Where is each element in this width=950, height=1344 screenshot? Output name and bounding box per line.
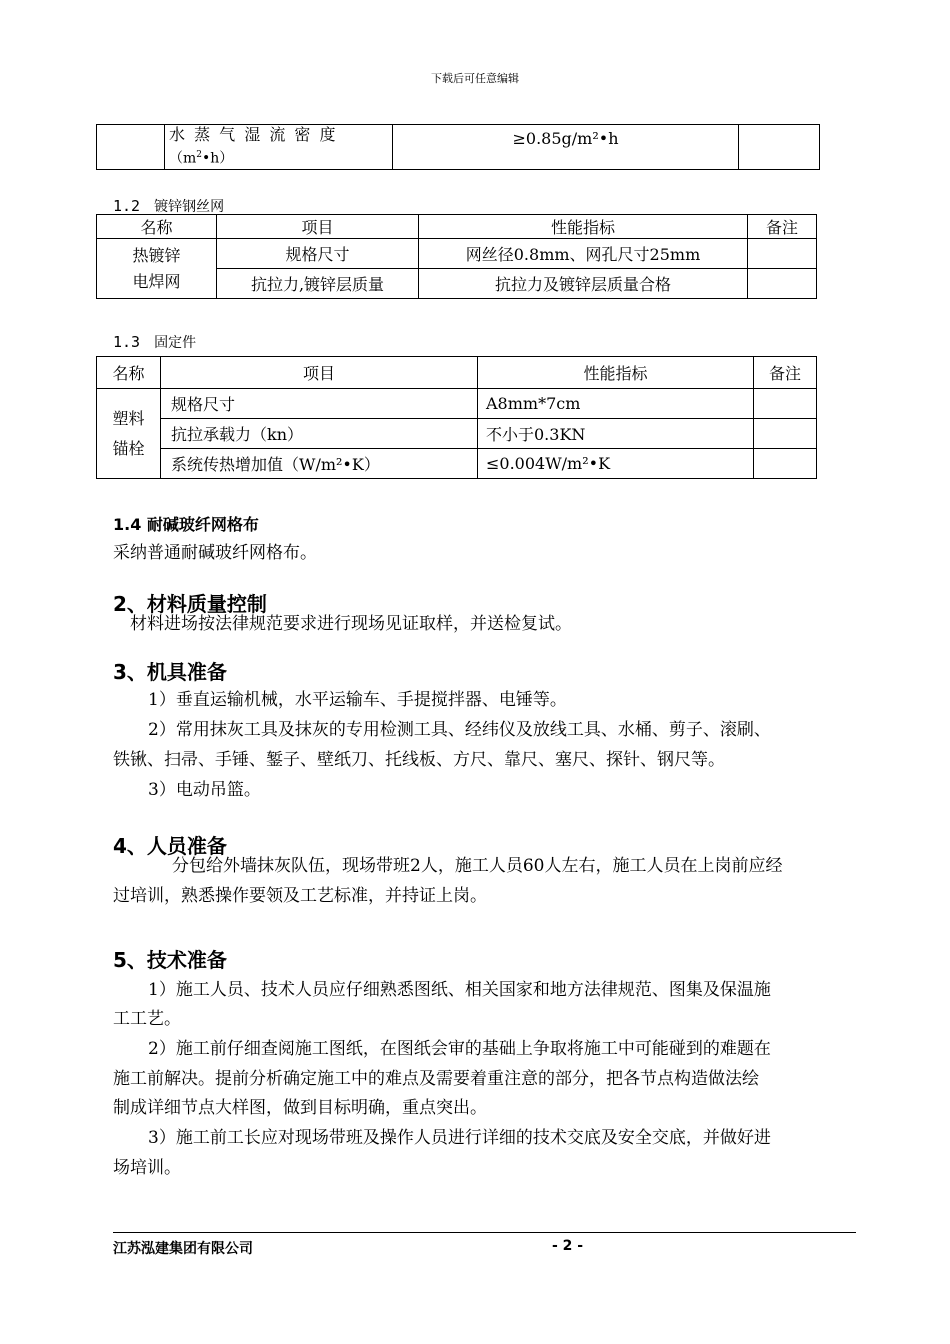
row-item: 抗拉承载力（kn） [161,419,478,449]
name-cell [97,239,217,299]
section-5-p3b: 场培训。 [113,1158,181,1178]
section-1-2-heading [113,196,224,216]
section-2-heading: 2、材料质量控制 [113,592,267,616]
anchor-table [96,356,817,479]
row-note [754,419,817,449]
section-1-4-text: 采纳普通耐碱玻纤网格布。 [113,543,317,563]
table-cell-item [165,125,393,170]
name-line2: 电焊网 [132,271,181,291]
section-3-p3: 3）电动吊篮。 [148,780,261,800]
name-cell [97,389,161,479]
section-1-3-heading [113,332,196,352]
header-name: 名称 [97,357,161,389]
header-item: 项目 [217,215,419,239]
row-value: ≤0.004W/m²•K [478,449,754,479]
row-item: 抗拉力,镀锌层质量 [217,269,419,299]
name-line1: 塑料 [112,408,145,428]
item-line2-pre: （m [169,150,197,167]
section-4-heading: 4、人员准备 [113,834,227,858]
section-number: 1.3 [113,333,141,351]
name-line1: 热镀锌 [132,245,181,265]
item-line2-sup: 2 [196,150,203,160]
section-title: 固定件 [154,335,197,351]
section-1-4-heading: 1.4 耐碱玻纤网格布 [113,515,259,534]
row-value: 抗拉力及镀锌层质量合格 [419,269,748,299]
header-spec: 性能指标 [478,357,754,389]
row-item: 系统传热增加值（W/m²•K） [161,449,478,479]
row-value: A8mm*7cm [478,389,754,419]
row-note [748,269,817,299]
section-5-heading: 5、技术准备 [113,948,227,972]
section-5-p2c: 制成详细节点大样图，做到目标明确，重点突出。 [113,1098,487,1118]
row-value: 网丝径0.8mm、网孔尺寸25mm [419,239,748,269]
section-3-p2b: 铁锹、扫帚、手锤、錾子、壁纸刀、托线板、方尺、靠尺、塞尺、探针、钢尺等。 [113,750,725,770]
section-5-p2b: 施工前解决。提前分析确定施工中的难点及需要着重注意的部分，把各节点构造做法绘 [113,1069,759,1089]
footer-page-number: - 2 - [552,1238,584,1254]
header-spec: 性能指标 [419,215,748,239]
item-line1: 水 蒸 气 湿 流 密 度 [169,125,338,144]
table-cell-value: ≥0.85g/m²•h [393,125,739,170]
item-line2 [169,145,388,169]
row-item: 规格尺寸 [161,389,478,419]
section-number: 1.2 [113,197,141,215]
section-3-p1: 1）垂直运输机械，水平运输车、手提搅拌器、电锤等。 [148,690,567,710]
section-5-p3a: 3）施工前工长应对现场带班及操作人员进行详细的技术交底及安全交底，并做好进 [148,1128,771,1148]
section-3-p2a: 2）常用抹灰工具及抹灰的专用检测工具、经纬仪及放线工具、水桶、剪子、滚刷、 [148,720,771,740]
section-3-heading: 3、机具准备 [113,660,227,684]
mesh-table [96,214,817,299]
section-4-p1a: 分包给外墙抹灰队伍，现场带班2人，施工人员60人左右，施工人员在上岗前应经 [172,856,783,876]
continuation-table [96,124,820,170]
footer-company: 江苏泓建集团有限公司 [113,1241,253,1257]
row-value: 不小于0.3KN [478,419,754,449]
header-item: 项目 [161,357,478,389]
header-note: 备注 [748,215,817,239]
row-note [754,449,817,479]
header-note: 下载后可任意编辑 [431,72,519,85]
row-item: 规格尺寸 [217,239,419,269]
section-5-p1a: 1）施工人员、技术人员应仔细熟悉图纸、相关国家和地方法律规范、图集及保温施 [148,980,771,1000]
table-cell-note [739,125,820,170]
section-5-p2a: 2）施工前仔细查阅施工图纸，在图纸会审的基础上争取将施工中可能碰到的难题在 [148,1039,771,1059]
table-cell-empty [97,125,165,170]
footer-rule [113,1232,856,1233]
section-title: 镀锌钢丝网 [154,199,225,215]
header-name: 名称 [97,215,217,239]
item-line2-post: •h） [202,150,234,167]
row-note [754,389,817,419]
section-2-text: 材料进场按法律规范要求进行现场见证取样，并送检复试。 [130,614,572,634]
header-note: 备注 [754,357,817,389]
name-line2: 锚栓 [112,438,145,458]
row-note [748,239,817,269]
section-4-p1b: 过培训，熟悉操作要领及工艺标准，并持证上岗。 [113,886,487,906]
section-5-p1b: 工工艺。 [113,1009,181,1029]
